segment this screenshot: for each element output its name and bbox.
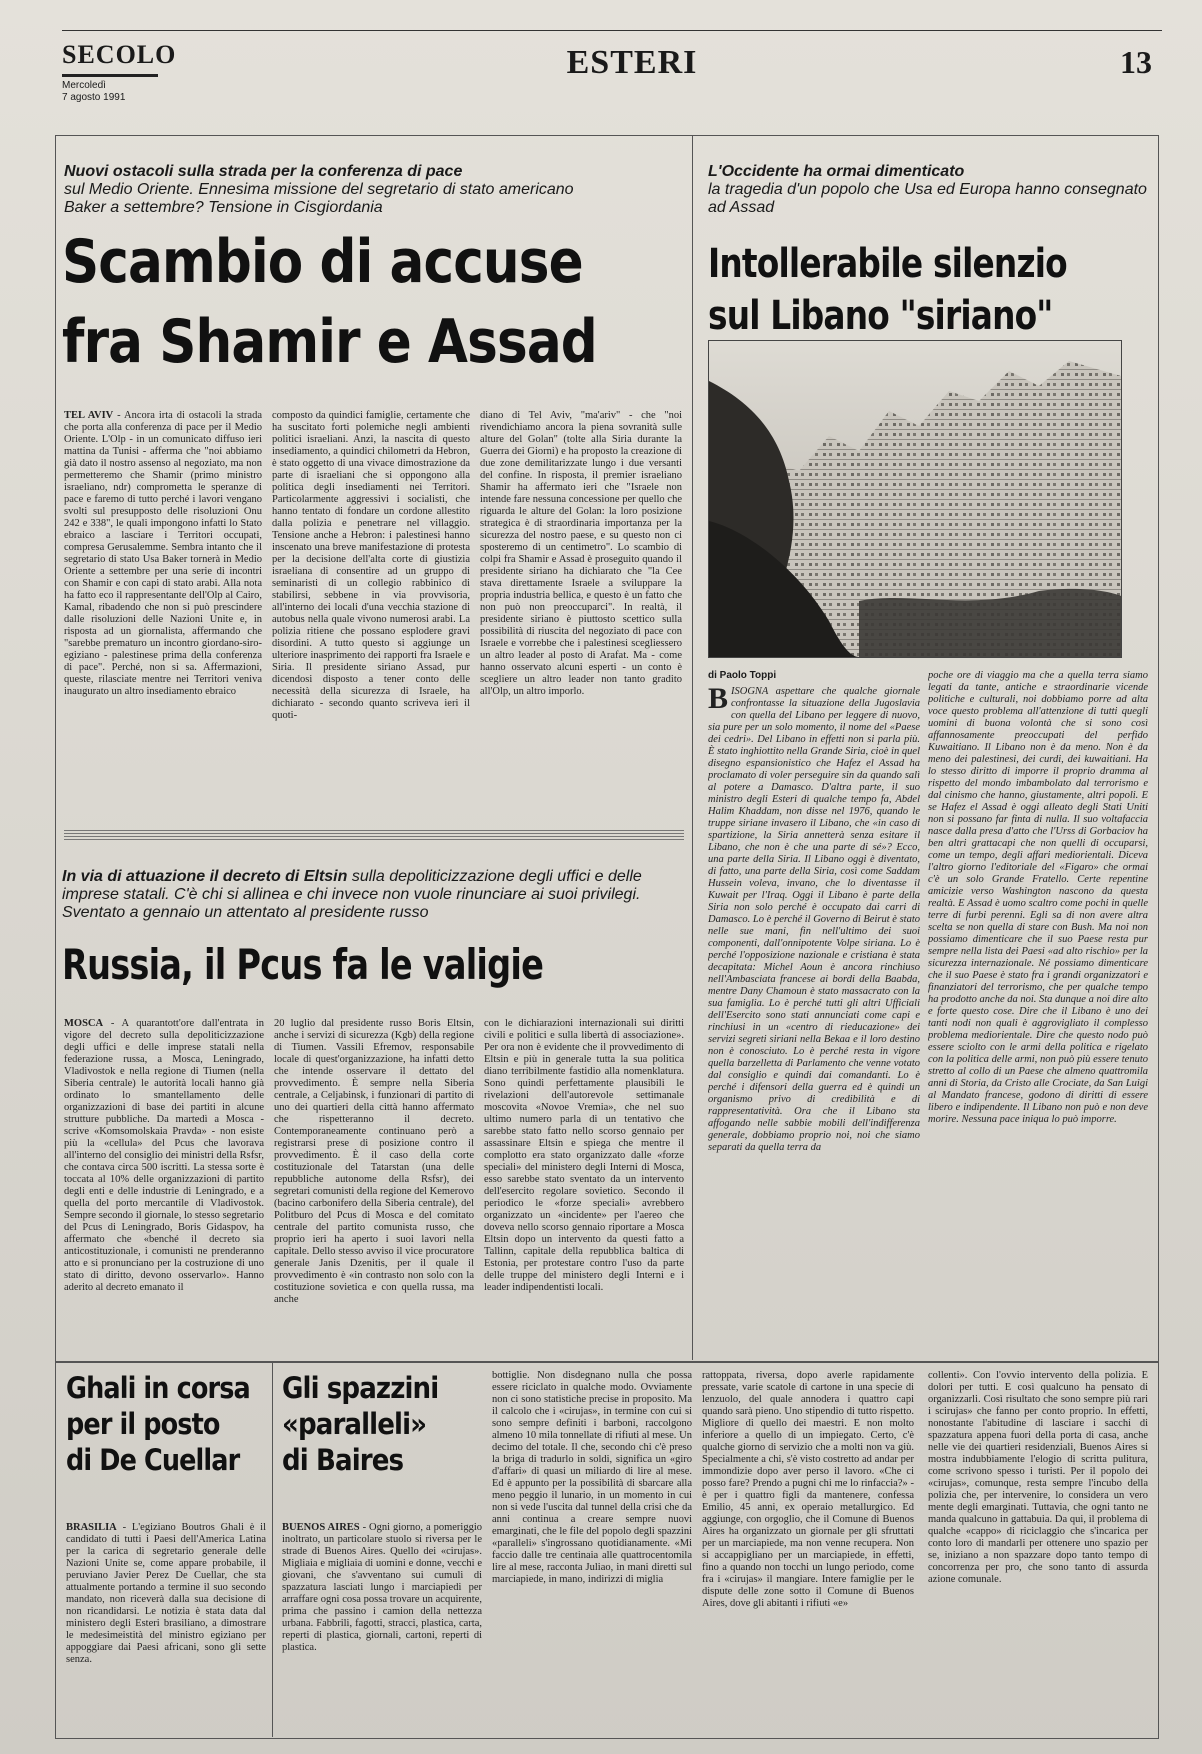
article4-dateline: BRASILIA	[66, 1522, 117, 1533]
masthead-date	[62, 80, 125, 104]
article4-column-1	[66, 1522, 266, 1730]
newspaper-logo: SECOLO	[62, 40, 177, 69]
article2-headline-line1: Intollerabile silenzio	[708, 241, 1067, 287]
masthead-date-text: 7 agosto 1991	[62, 92, 126, 103]
article1-col3-text: diano di Tel Aviv, "ma'ariv" - che "noi rivendichiamo ancora la piena sovranità sulle alture del Golan" (tolte alla Siria durante la Guerra dei Giorni) e ha proposto la creazione di due zone demilitarizzate lungo i due versanti del confine. In risposta, il premier israeliano Shamir ha affermato ieri che "Israele non intende fare nessuna concessione per quello che riguarda le alture del Golan: la loro posizione strategica è di straordinaria importanza per la sicurezza del nostro paese, e su questo non ci sposteremo di un centimetro". Lo scambio di colpi fra Shamir e Assad è proseguito quando il presidente siriano ha dichiarato che "la Cee stava direttamente Israele a sviluppare la propria industria bellica, e questo è un fatto che non può non preoccuparci". In realtà, il presidente siriano è piuttosto scettico sulla possibilità di riuscita del negoziato di pace con Israele e vorrebbe che i palestinesi scegliessero un altro leader al posto di Arafat. Ma - come hanno osservato alcuni esperti - un conto è scegliere un altro leader non tanto gradito all'Olp, un altro imporlo.	[480, 410, 682, 697]
article3-col1-text: - A quarantott'ore dall'entrata in vigore del decreto sulla depoliticizzazione degli uffici e delle imprese statali nella federazione russa, a Mosca, Leningrado, Vladivostok e nella regione di Tiumen (nella Siberia centrale) le autorità locali hanno già ordinato lo smantellamento delle organizzazioni di base dei partiti in alcune strutture pubbliche. Da martedì a Mosca - scrive «Komsomolskaia Pravda» - non esiste più la «cellula» del Pcus che lavorava all'interno del consiglio dei ministri della Rsfsr, che contava circa 500 iscritti. La stessa sorte è toccata al 10% delle organizzazioni di partito degli enti e delle industrie di Leningrado, e a quella del porto mercantile di Vladivostok. Sempre secondo il giornale, lo stesso segretario del Pcus di Leningrado, Boris Gidaspov, ha affermato che «benché il decreto sia anticostituzionale, i comunisti ne prenderanno atto e si pronunciano per la costruzione di uno stato di diritto, devono osservarlo». Hanno aderito al decreto emanato il	[64, 1018, 264, 1293]
article1-kicker-rest: sul Medio Oriente. Ennesima missione del segretario di stato americano Baker a settembre? Tensione in Cisgiordania	[64, 181, 574, 216]
photo-image	[709, 341, 1121, 657]
article3-dateline: MOSCA	[64, 1018, 104, 1029]
article1-column-2	[272, 410, 470, 845]
article3-kicker-bold: In via di attuazione il decreto di Eltsin	[62, 868, 348, 885]
article5-headline-line1: Gli spazzini	[282, 1371, 439, 1405]
article2-column-2	[928, 670, 1148, 1351]
article2-col2-text: poche ore di viaggio ma che a quella terra siamo legati da tante, antiche e straordinarie vicende politiche e culturali, noi dobbiamo porre ad alta voce questo problema all'attenzione di tutti quegli uomini di buona volontà che si sono così affannosamente preoccupati del perfido Kuwaitiano. Il Libano non è da meno. Non è da meno dei palestinesi, dei curdi, dei kuwaitiani. Ha lo stesso diritto di imporre il proprio dramma al rispetto del mondo imbambolato dal terrorismo e dal cinismo che hanno, giustamente, altri popoli. E se Hafez el Assad è oggi alleato degli Stati Uniti non si possano far finta di nulla. Il suo voltafaccia nasce dalla presa d'atto che l'Urss di Gorbaciov ha ben altri grattacapi che non quelli di occuparsi, come un tempo, degli affari mediorientali. Diceva l'altro giorno l'editoriale del «Figaro» che ormai c'è un solo Grande Fratello. Certe repentine amicizie verso Washington nascono da questa realtà. E Assad è uomo scaltro come pochi in quelle terre di furbi perenni. Egli sa di non avere altra scelta se non quella di stare con Bush. Ma noi non possiamo dimenticare che il suo Paese resta pur sempre nella lista dei Paesi «ad alto rischio» per la sicurezza internazionale. Né possiamo dimenticare che il suo Paese è stato fra i grandi organizzatori e finanziatori del terrorismo, che per qualche tempo ha prodotto anche da noi. Sta dunque a noi dire alto e forte questo cose. Dire che il Libano è uno dei tanti nodi non quali è aggrovigliato il complesso problema mediorientale. Dire che questo nodo può essere sciolto con le armi della politica e rigelato con la politica delle armi, non può più essere tenuto stretto al collo di un Paese che almeno quattromila anni di Storia, da Cristo alle Crociate, da San Luigi al Mandato francese, godono di diritti di essere libero e indipendente. Il Libano non può e non deve morire. Nessuna pace iniqua lo può imporre.	[928, 670, 1148, 1125]
article4-headline-line3: di De Cuellar	[66, 1443, 240, 1477]
article1-column-1	[64, 410, 262, 845]
article4-col1-text: - L'egiziano Boutros Ghali è il candidato di tutti i Paesi dell'America Latina per la carica di segretario generale delle Nazioni Unite se, come appare probabile, il peruviano Javier Perez De Cuellar, che sta attualmente portando a termine il suo secondo mandato, non riceverà dalla sua decisione di non ricandidarsi. Le notizia è stata data dal ministero degli Esteri brasiliano, a dimostrare le medesimeistità del ministro egiziano per appoggiare dai Paesi africani, sono gli sette senza.	[66, 1522, 266, 1665]
article2-headline	[708, 238, 1067, 342]
article3-column-2	[274, 1018, 474, 1340]
article2-col1-text: ISOGNA aspettare che qualche giornale confrontasse la situazione della Jugoslavia con quella del Libano per leggere di nuovo, sia pure per un solo momento, il nome del «Paese dei cedri». Del Libano in effetti non si parla più. È stato inghiottito nella Grande Siria, cioè in quel disegno espansionistico che Hafez el Assad ha proclamato di voler perseguire sin da quando salì al potere a Damasco. D'altra parte, il suo ministro degli Esteri di qualche tempo fa, Abdel Halim Khaddam, non disse nel 1976, quando le truppe siriane invasero il Libano, che «in caso di spartizione, la Siria annetterà senza esitare il Libano, che non è che una parte di sé»? Ecco, una parte della Siria. Il Libano oggi è diventato, di fatto, una parte della Siria, così come Saddam Hussein voleva, invano, che lo diventasse il Kuwait per l'Iraq. Oggi il Libano è parte della Siria non solo perché è occupato dai carri di Damasco. Lo è perché il Governo di Beirut è stato nelle sue mani, fin nell'ultimo dei suoi componenti, dall'onnipotente Volpe siriana. Lo è perché l'opposizione nazionale e cristiana è stata decapitata: Michel Aoun è ancora rinchiuso nell'Ambasciata francese ai bordi della Baabda, mentre Dany Chamoun è stato massacrato con la sua famiglia. Lo è perché tutti gli altri Ufficiali dell'Esercito sono stati annunciati come capi e rinchiusi in un «centro di rieducazione» dei servizi segreti siriani nella Bekaa e il loro destino non è conosciuto. Lo è perché resta in vigore quella barzelletta di Parlamento che venne votato dal consiglio e quindi dai comandanti. Lo è perché i difensori della guerra ed è quindi un organismo privo di credibilità e di rappresentatività. Ora che il Libano sta affogando nelle sabbie mobili dell'indifferenza generale, dobbiamo proprio noi, noi che siamo separati da quella terra da	[708, 686, 920, 1153]
masthead-rule	[62, 30, 1162, 31]
article5-col2-text: bottiglie. Non disdegnano nulla che possa essere riciclato in qualche modo. Ovviamente non ci sono statistiche precise in proposito. Ma il calcolo che i «cirujas», in termine con cui si sono sempre definiti i barboni, raccolgono almeno 10 mila tonnellate di rifiuti al mese. Un decimo del totale. Il che, secondo chi c'è preso la briga di tradurlo in soldi, significa un «giro d'affari» di quasi un miliardo di lire al mese. Ed è appunto per la possibilità di sbarcare alla meno peggio il lunario, in un momento in cui non si vede l'uscita dal tunnel della crisi che da anni continua a creare sempre nuovi emarginati, che le file del popolo degli spazzini «paralleli» s'ingrossano quotidianamente. «Mi faccio dalle tre centinaia alle quattrocentomila lire al mese, racconta Juliao, in mani diretti sul marciapiede, in mano, indirizzi di miglia	[492, 1370, 692, 1585]
article5-column-4	[928, 1370, 1148, 1730]
section-separator	[64, 830, 684, 840]
masthead-day: Mercoledì	[62, 80, 106, 91]
article1-dateline: TEL AVIV	[64, 410, 114, 421]
article4-headline	[66, 1370, 250, 1478]
article3-headline: Russia, il Pcus fa le valigie	[62, 940, 544, 989]
article5-headline-line3: di Baires	[282, 1443, 404, 1477]
article2-kicker-rest: la tragedia d'un popolo che Usa ed Europa hanno consegnato ad Assad	[708, 181, 1147, 216]
article1-headline	[62, 222, 597, 382]
article2-byline: di Paolo Toppi	[708, 670, 777, 681]
article2-kicker-bold: L'Occidente ha ormai dimenticato	[708, 163, 965, 180]
article3-col2-text: 20 luglio dal presidente russo Boris Eltsin, anche i servizi di sicurezza (Kgb) della regione di Tiumen. Vassili Efremov, responsabile locale di quest'organizzazione, ha infatti detto che intende osservare il dettato del provvedimento. È sempre nella Siberia centrale, a Celjabinsk, i funzionari di partito di uno dei quartieri della città hanno affermato che rispetteranno il decreto. Contemporaneamente continuano però a registrarsi prese di posizione contro il provvedimento. È il caso della corte costituzionale del Tatarstan (una delle repubbliche autonome della Rsfsr), dei segretari comunisti della regione del Kemerovo (bacino carbonifero della Siberia centrale), del Politburo del Pcus di Mosca e del comitato centrale del partito comunista russo, che proprio ieri ha aperto i suoi lavori nella capitale. Dello stesso avviso il vice procuratore generale Janis Dzenitis, per il quale il provvedimento è «in contrasto non solo con la costituzione sovietica e con quella russa, ma anche	[274, 1018, 474, 1305]
article2-headline-line2: sul Libano "siriano"	[708, 293, 1053, 339]
article5-column-1	[282, 1522, 482, 1730]
article3-kicker-rest: sulla depoliticizzazione degli uffici e delle imprese statali. C'è chi si allinea e chi invece non vuole rinunciare ai suoi privilegi. Sventato a gennaio un attentato al presidente russo	[62, 868, 642, 921]
article3-col3-text: con le dichiarazioni internazionali sui diritti civili e politici e sulla libertà di associazione». Per ora non è evidente che il provvedimento di Eltsin e più in generale tutta la sua politica diano terribilmente fastidio alla nomenklatura. Sono quindi perfettamente plausibili le rivelazioni dell'autorevole settimanale moscovita «Novoe Vremia», che nel suo ultimo numero parla di un tentativo che sarebbe stato fatto nello scorso gennaio per assassinare Eltsin e spiega che mentre il complotto era stato organizzato dalle «forze speciali» del ministero degli Interni di Mosca, esso sarebbe stato sventato da un intervento dell'esercito regolare sovietico. Secondo il periodico le «forze speciali» avrebbero organizzato un «incidente» per l'aereo che doveva nello scorso gennaio riportare a Mosca Eltsin dopo un intervento da questi fatto a Tallinn, capitale della repubblica baltica di Estonia, per protestare contro l'uso da parte delle truppe del ministero degli Interni e i leader indipendentisti locali.	[484, 1018, 684, 1293]
section-title: ESTERI	[566, 44, 698, 81]
article5-headline-line2: «paralleli»	[282, 1407, 427, 1441]
article5-col1-text: - Ogni giorno, a pomeriggio inoltrato, un particolare stuolo si riversa per le strade di Buenos Aires. Quello dei «cirujas». Migliaia e migliaia di uomini e donne, vecchi e giovani, che s'avventano sui cumuli di spazzatura lasciati lungo i marciapiedi per arraffare ogni cosa possa trovare un acquirente, prima che passino i camion della nettezza urbana. Fabbrili, fagotti, stracci, plastica, carta, reperti di plastica, giornali, cartoni, reperti di plastica.	[282, 1522, 482, 1653]
logo-underline	[62, 74, 158, 77]
masthead	[62, 30, 1162, 110]
article3-kicker	[62, 868, 672, 922]
article4-headline-line2: per il posto	[66, 1407, 220, 1441]
article2-dropcap: B	[708, 686, 729, 715]
article1-headline-line2: fra Shamir e Assad	[62, 307, 597, 377]
article1-kicker-bold: Nuovi ostacoli sulla strada per la conferenza di pace	[64, 163, 463, 180]
article1-col1-text: - Ancora irta di ostacoli la strada che porta alla conferenza di pace per il Medio Oriente. L'Olp - in un comunicato diffuso ieri mattina da Tunisi - afferma che "noi abbiamo già dato il nostro assenso al negoziato, ma non permetteremo che Shamir (primo ministro israeliano, ndr) comprometta le speranze di pace e faremo di tutto perché i lavori vengano svolti sul presupposto delle risoluzioni Onu 242 e 338", le quali impongono infatti lo Stato ebraico a lasciare i Territori occupati, compresa Gerusalemme. Sembra intanto che il segretario di stato Usa Baker tornerà in Medio Oriente a settembre per una serie di incontri con Shamir e con capi di stato arabi. Alla nota ha fatto eco il rappresentante dell'Olp al Cairo, Kamal, ribadendo che non si può prescindere dalle risoluzioni delle Nazioni Unite e, in risposta ad un giornalista, affermando che "sarebbe prematuro un incontro giordano-siro-egiziano - palestinese prima della conferenza di pace". Perché, non si sa. Affermazioni, queste, rilasciate mentre nei Territori veniva inaugurato un altro insediamento ebraico	[64, 410, 262, 697]
article5-col4-text: collenti». Con l'ovvio intervento della polizia. E dolori per tutti. E così qualcuno ha pensato di organizzarli. Così risultato che sono sempre più rari i scirujas» che fanno per conto proprio. In effetti, nonostante l'abitudine di lasciare i sacchi di spazzatura appena fuori della porta di casa, anche nelle vie dei quartieri residenziali, Buenos Aires si mostra indubbiamente l'elogio di scritta pulitura, come scrivono spesso i turisti. Per il popolo dei «cirujas», comunque, resta sempre l'incubo della polizia che, per intervenire, lo considera un vero mente degli emarginati. Tuttavia, che ogni tanto ne manda qualcuno in gattabuia. Da qui, il problema di qualche «cappo» di riciclaggio che s'incarica per conto loro di mandarli per ottenere uno spazio per se, iniziano a non spazzare dopo tanto tempo di concorrenza per pro, che sono tanto di assurda azione comunale.	[928, 1370, 1148, 1585]
article2-kicker	[708, 163, 1148, 217]
bottom-divider-1	[272, 1362, 273, 1737]
article1-col2-text: composto da quindici famiglie, certamente che ha suscitato forti polemiche negli ambienti politici israeliani. Anzi, la nascita di questo insediamento, a quindici chilometri da Hebron, è stato oggetto di una vivace dimostrazione da parte di israeliani che si oppongono alla politica degli insediamenti nei Territori. Particolarmente aggressivi i socialisti, che hanno tentato di fondare un cordone allestito dalla polizia e penetrare nel villaggio. Tensione anche a Hebron: i palestinesi hanno inscenato una breve manifestazione di protesta per la decisione dell'alta corte di giustizia israeliana di consentire ad un gruppo di seminaristi di un collegio rabbinico di stabilirsi, sebbene in via provvisoria, all'interno dei locali d'una vecchia stazione di autobus nella quale vivono numerosi arabi. La polizia ritiene che possano esplodere gravi disordini. A tutto questo si aggiunge un ulteriore inasprimento dei rapporti fra Israele e Siria. Il presidente siriano Assad, pur dicendosi disposto a tener conto delle necessità della sicurezza di Israele, ha dichiarato - secondo quanto scriveva ieri il quoti-	[272, 410, 470, 721]
article1-column-3	[480, 410, 682, 845]
column-divider	[692, 135, 693, 1360]
article1-headline-line1: Scambio di accuse	[62, 227, 583, 297]
article1-kicker	[64, 163, 604, 217]
article5-dateline: BUENOS AIRES	[282, 1522, 360, 1533]
article4-headline-line1: Ghali in corsa	[66, 1371, 250, 1405]
article5-column-3	[702, 1370, 914, 1730]
article3-column-3	[484, 1018, 684, 1340]
page-number: 13	[1120, 44, 1152, 80]
article5-column-2	[492, 1370, 692, 1730]
article3-column-1	[64, 1018, 264, 1340]
article5-col3-text: rattoppata, riversa, dopo averle rapidamente pressate, varie scatole di cartone in una specie di lenzuolo, del quale annodera i quattro capi quando sarà pieno. Uno stipendio di tutto rispetto. Migliore di quello dei maestri. E non molto inferiore a quello di un impiegato. Certo, c'è qualche giorno di servizio che a molti non va giù. Specialmente a chi, s'è visto costretto ad andar per immondizie dopo aver perso il lavoro. «Che ci posso fare? Prendo a pugni chi me lo rinfaccia?» - è per i quattro figli da mantenere, confessa Emilio, 45 anni, ex operaio metallurgico. Ed aggiunge, con orgoglio, che il Comune di Buenos Aires ha organizzato un giornale per gli sfruttati per un marciapiede, ma non venne recupera. Non si accappigliano per un marciapiede, in effetti, fino a quando non tocchi un lungo periodo, come fra i «cirujas» il mangiare. Intere famiglie per le dispute delle zone sotto il Comune di Buenos Aires, dove gli abitanti i rifiuti «e»	[702, 1370, 914, 1609]
article2-column-1	[708, 686, 920, 1351]
beirut-city-photo	[708, 340, 1122, 658]
article5-headline	[282, 1370, 438, 1478]
